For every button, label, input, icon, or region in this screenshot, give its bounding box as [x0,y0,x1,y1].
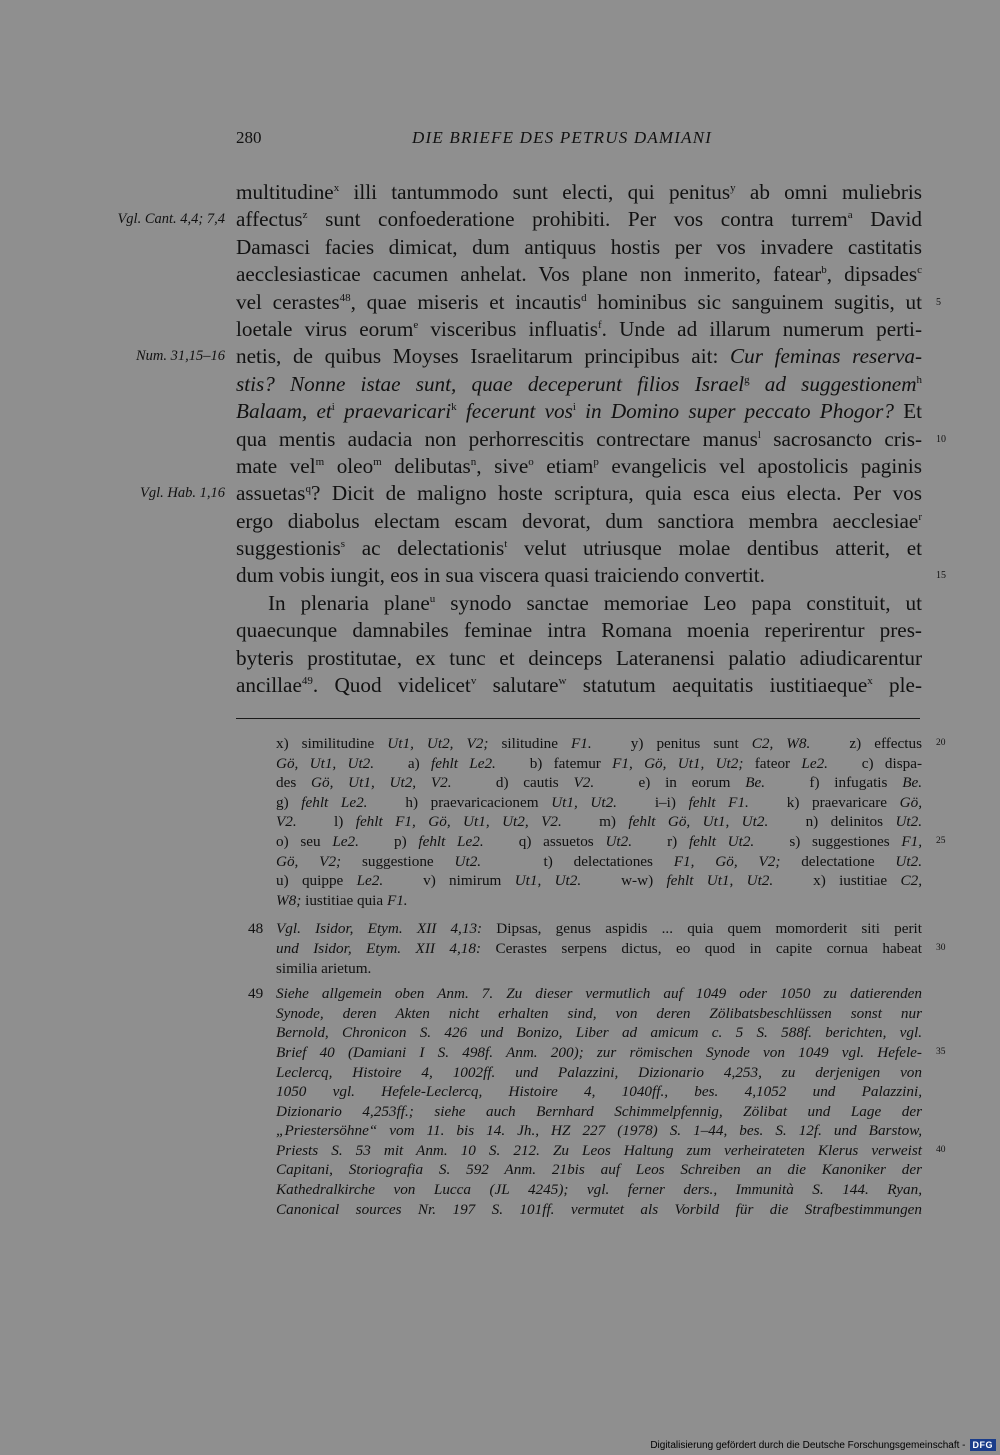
line-number: 15 [936,570,946,582]
footnote-line: „Priestersöhne“ vom 11. bis 14. Jh., HZ 227 (1978) S. 1–44, bes. S. 12f. und Barstow, [276,1122,922,1140]
text-line: Balaam, $et^i$ praevaricari$^k$ fecerunt vos$^i$ in Domino super peccato Phogor? Et [236,399,923,424]
text-line: quaecunque damnabiles feminae intra Romana moenia reperirentur pres- [236,618,922,643]
digitization-footer [650,1439,996,1451]
text-line: ancillae$^{49}$. Quod videlicet$^v$ salutare$^w$ statutum aequitatis iustitiaeque$^x$ ple- [236,673,922,698]
page-header [236,128,922,154]
margin-reference: Num. 31,15–16 [135,348,225,365]
text-line: Num. 31,15–16 netis, de quibus Moyses Israelitarum principibus ait: Cur feminas reserva- [236,343,922,370]
line-number: 25 [936,835,946,846]
text-line: suggestionis$^s$ ac delectationis$^t$ velut utriusque molae dentibus atterit, et [236,536,922,561]
footnote-line: Canonical sources Nr. 197 S. 101ff. vermutet als Vorbild für die Strafbestimmungen [276,1200,922,1218]
text-line: Vgl. Hab. 1,16 assuetas$^q$? Dicit de maligno hoste scriptura, quia esca eius electa. Per vos [236,480,922,507]
apparatus-line: Gö, V2; suggestione Ut2. t) delectationes F1, Gö, V2; delectatione Ut2. [276,852,922,870]
footer-text: Digitalisierung gefördert durch die Deutsche Forschungsgemeinschaft - [650,1439,966,1451]
apparatus-line: u) quippe Le2. v) nimirum Ut1, Ut2. w-w) fehlt Ut1, Ut2. x) iustitiae C2, [276,872,922,890]
line-number: 5 [936,296,941,308]
text-line: loetale virus eorum$^e$ visceribus influatis$^f$. Unde ad illarum numerum perti- [236,316,923,341]
footnote-line: Leclercq, Histoire 4, 1002ff. und Palazzini, Dizionario 4,253, zu derjenigen von [276,1063,922,1081]
margin-reference: Vgl. Hab. 1,16 [140,485,225,502]
apparatus-line: des Gö, Ut1, Ut2, V2. d) cautis V2. e) in eorum Be. f) infugatis Be. [276,774,923,792]
dfg-logo: DFG [970,1439,997,1451]
footnote-number: 48 [248,920,264,938]
text-line: vel cerastes$^{48}$, quae miseris et incautis$^d$ hominibus sic sanguinem sugitis, ut 5 [236,289,922,316]
text-line: dum vobis iungit, eos in sua viscera quasi traiciendo convertit. 15 [236,562,922,589]
footnote-line: Dizionario 4,253ff.; siehe auch Bernhard Schimmelpfennig, Zölibat und Lage der [276,1102,922,1120]
text-line: Vgl. Cant. 4,4; 7,4 affectus$^z$ sunt confoederatione prohibiti. Per vos contra turrem$^a$ David [236,206,922,233]
text-line: aecclesiasticae cacumen anhelat. Vos plane non inmerito, fatear$^b$, dipsades$^c$ [236,262,922,287]
footnote-line: similia arietum. [276,959,372,977]
footnote-line: Priests S. 53 mit Anm. 10 S. 212. Zu Leos Haltung zum verheirateten Klerus verweist 40 [276,1141,946,1159]
page-number: 280 [236,128,262,147]
line-number: 30 [936,942,946,953]
margin-reference: Vgl. Cant. 4,4; 7,4 [117,211,225,228]
text-line: byteris prostitutae, ex tunc et deinceps Lateranensi palatio adiudicarentur [236,645,922,670]
line-number: 35 [936,1046,946,1057]
footnote-line: Brief 40 (Damiani I S. 498f. Anm. 200); zur römischen Synode von 1049 vgl. Hefele- 35 [276,1043,946,1061]
main-text [117,179,946,699]
footnote-line: Synode, deren Akten nicht erhalten sind, von deren Zölibatsbeschlüssen sonst nur [276,1004,922,1022]
text-line: In plenaria plane$^u$ synodo sanctae memoriae Leo papa constituit, ut [268,590,923,615]
apparatus-line: x) similitudine Ut1, Ut2, V2; silitudine F1. y) penitus sunt C2, W8. z) effectus 20 [276,735,946,752]
footnote-line: und Isidor, Etym. XII 4,18: Cerastes serpens dictus, eo quod in capite cornua habeat 30 [276,939,946,957]
text-line: multitudine$^x$ illi tantummodo sunt electi, qui penitus$^y$ ab omni muliebris [236,180,923,204]
footnote-number: 49 [248,985,264,1003]
text-line: stis? Nonne istae sunt, quae deceperunt filios Israel$^g$ ad suggestionem$^h$ [236,371,922,396]
text-line: mate vel$^m$ oleo$^m$ delibutas$^n$, sive$^o$ etiam$^p$ evangelicis vel apostolicis paginis [236,453,922,478]
critical-apparatus [248,734,946,1219]
footnote-line: 48 Vgl. Isidor, Etym. XII 4,13: Dipsas, genus aspidis ... quia quem momorderit siti perit [248,920,922,938]
footnote-rule [236,718,920,719]
apparatus-line: g) fehlt Le2. h) praevaricacionem Ut1, Ut2. i–i) fehlt F1. k) praevaricare Gö, [276,793,923,811]
footnote-line: Kathedralkirche von Lucca (JL 4245); vgl. ferner ders., Immunità S. 144. Ryan, [276,1181,922,1199]
apparatus-line: o) seu Le2. p) fehlt Le2. q) assuetos Ut2. r) fehlt Ut2. s) suggestiones F1, 25 [276,832,946,850]
apparatus-line: V2. l) fehlt F1, Gö, Ut1, Ut2, V2. m) fehlt Gö, Ut1, Ut2. n) delinitos Ut2. [276,813,923,831]
apparatus-line: Gö, Ut1, Ut2. a) fehlt Le2. b) fatemur F1, Gö, Ut1, Ut2; fateor Le2. c) dispa- [276,754,922,772]
line-number: 10 [936,433,946,445]
text-line: qua mentis audacia non perhorrescitis contrectare manus$^l$ sacrosancto cris- 10 [236,426,922,453]
footnote-line: 49 Siehe allgemein oben Anm. 7. Zu dieser vermutlich auf 1049 oder 1050 zu datierenden [248,985,922,1003]
text-line: ergo diabolus electam escam devorat, dum sanctiora membra aecclesiae$^r$ [236,508,922,533]
text-line: Damasci facies dimicat, dum antiquus hostis per vos invadere castitatis [236,234,922,259]
line-number: 20 [936,738,946,748]
running-title: DIE BRIEFE DES PETRUS DAMIANI [412,128,713,147]
line-number: 40 [936,1144,946,1155]
footnote-line: Capitani, Storiografia S. 592 Anm. 21bis auf Leos Schreiben an die Kanoniker der [276,1161,922,1179]
apparatus-line: W8; iustitiae quia F1. [276,891,408,909]
footnote-line: Bernold, Chronicon S. 426 und Bonizo, Liber ad amicum c. 5 S. 588f. berichten, vgl. [276,1024,922,1042]
footnote-line: 1050 vgl. Hefele-Leclercq, Histoire 4, 1040ff., bes. 4,1052 und Palazzini, [276,1083,922,1101]
